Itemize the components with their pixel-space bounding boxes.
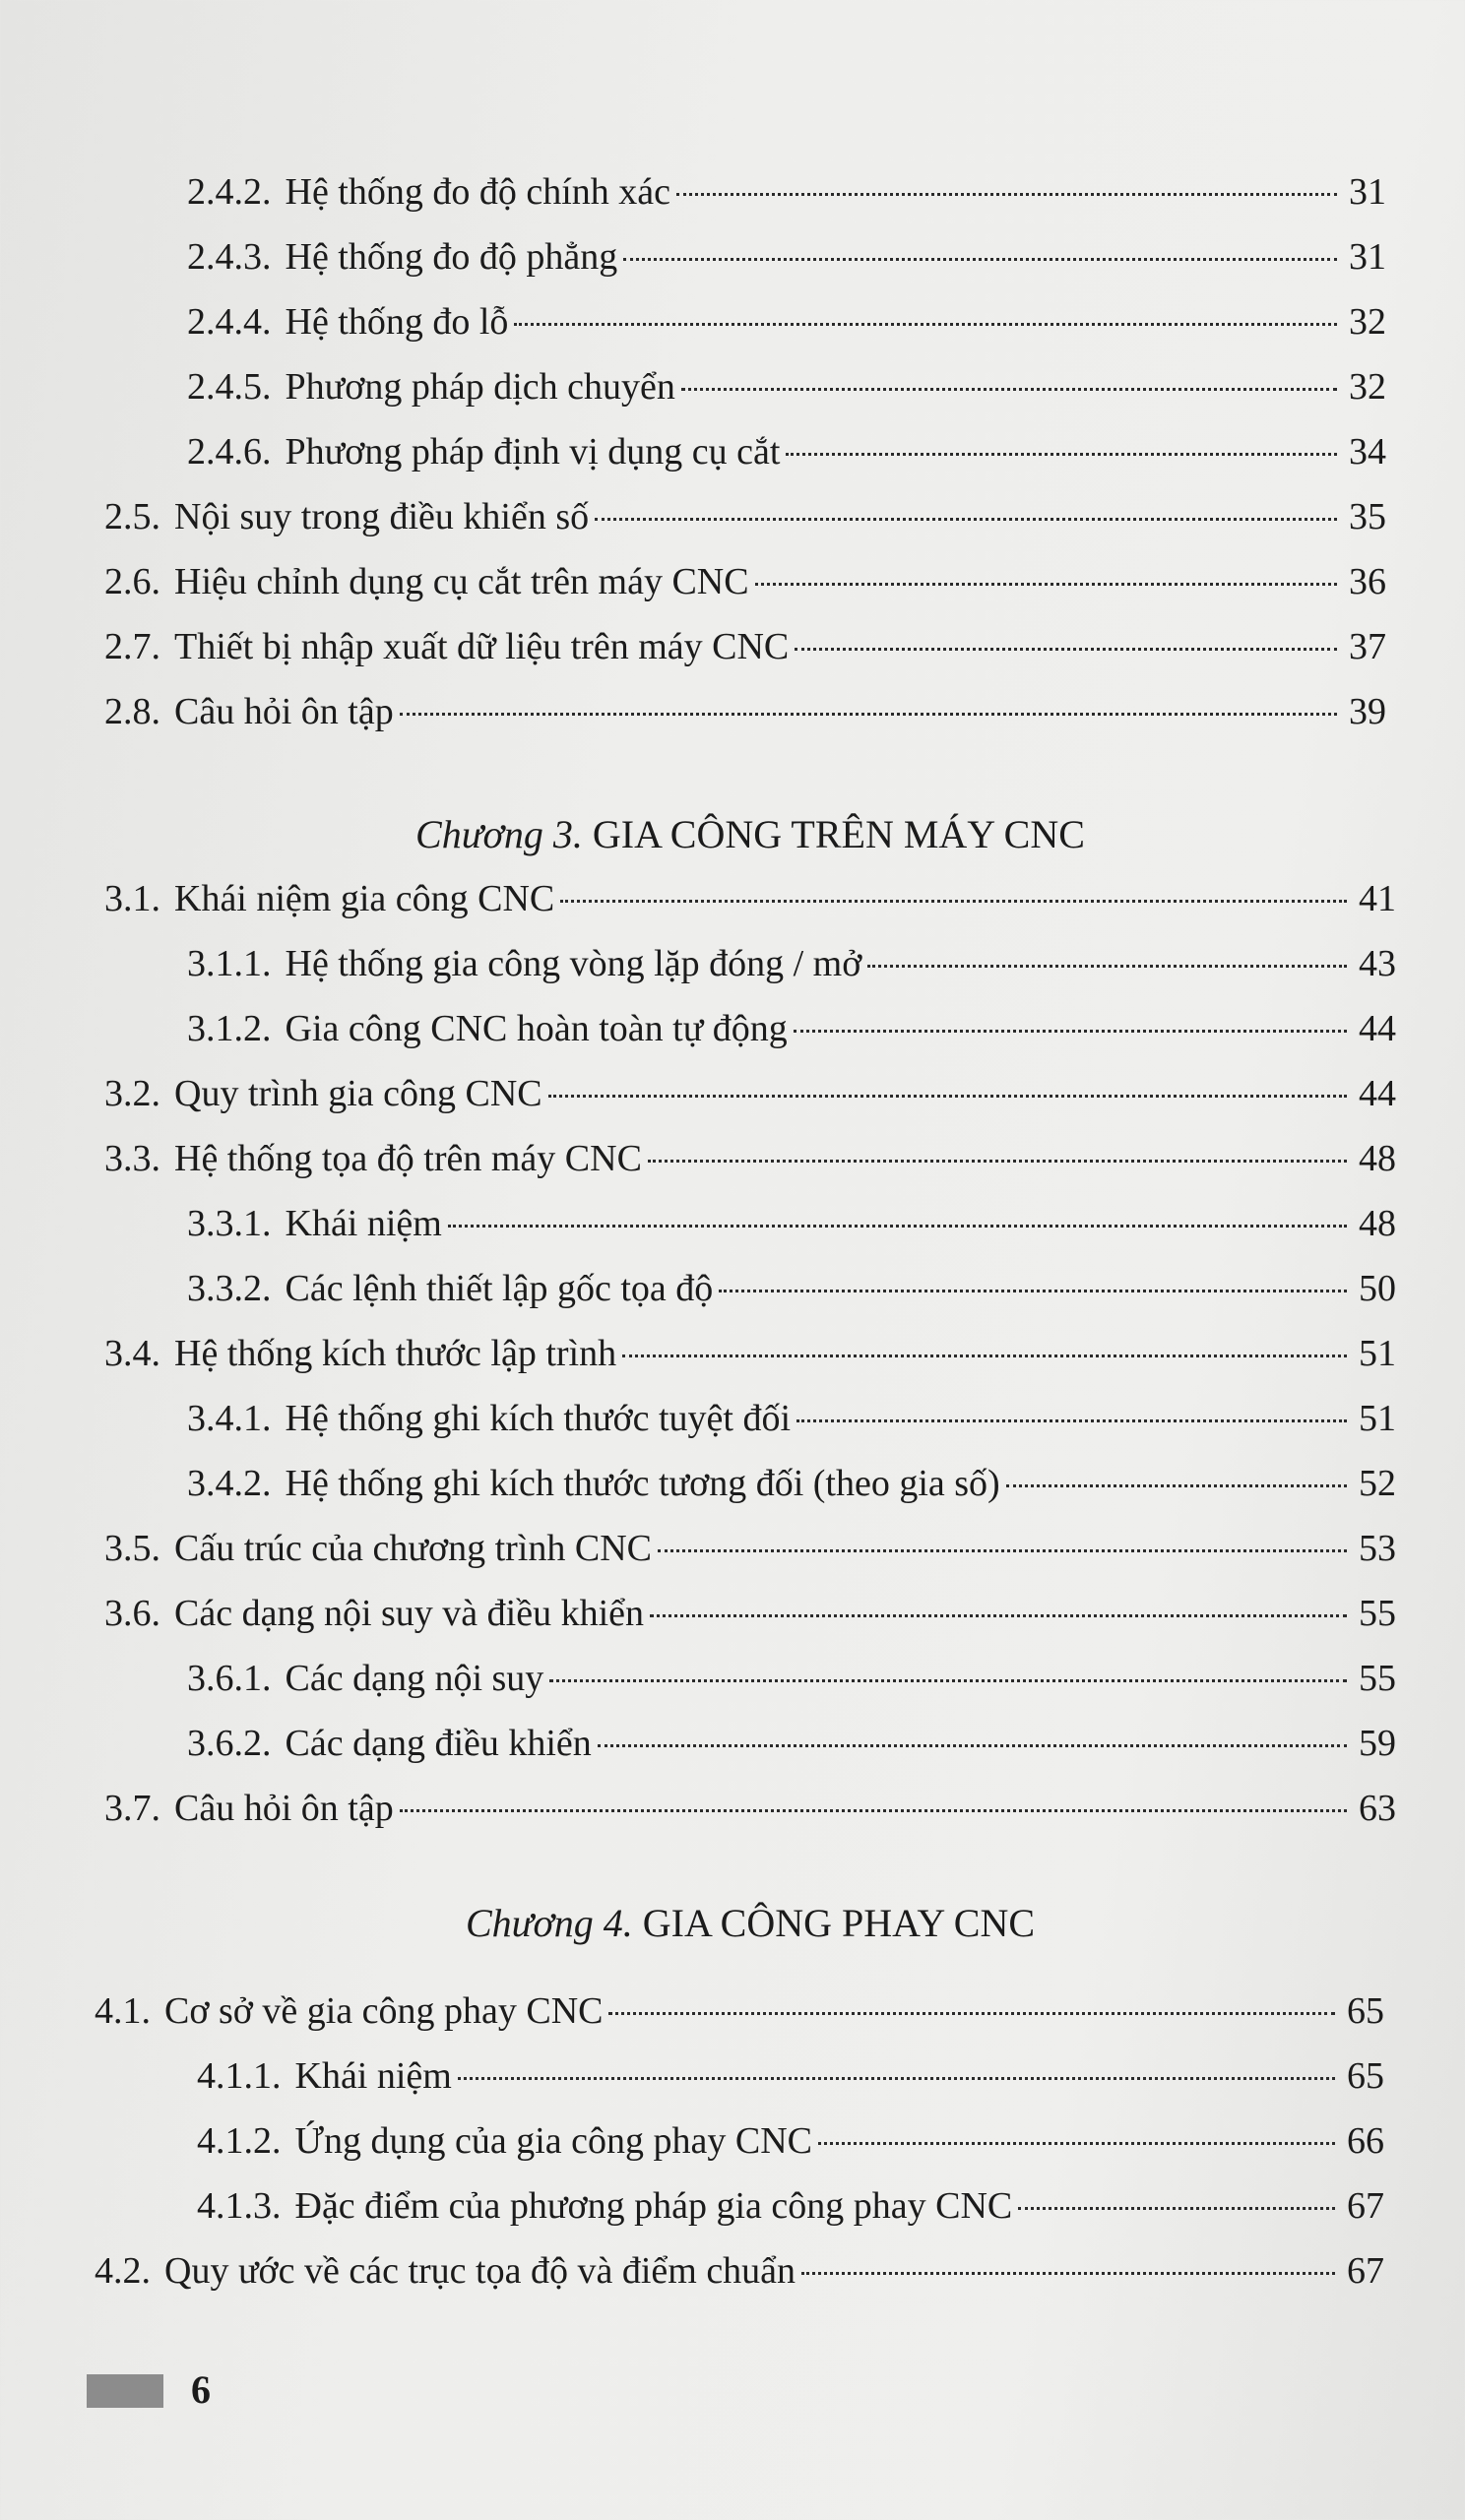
toc-entry-2-4-4: 2.4.4. Hệ thống đo lỗ 32	[187, 301, 1386, 343]
dot-leader	[794, 1030, 1347, 1033]
dot-leader	[560, 900, 1347, 903]
dot-leader	[458, 2077, 1335, 2080]
footer-bar	[87, 2374, 163, 2408]
toc-entry-3-4-1: 3.4.1. Hệ thống ghi kích thước tuyệt đối 51	[187, 1398, 1396, 1439]
toc-entry-3-1: 3.1. Khái niệm gia công CNC 41	[104, 878, 1396, 919]
dot-leader	[400, 1809, 1347, 1812]
chapter-label: Chương 3.	[415, 812, 583, 856]
dot-leader	[595, 518, 1337, 521]
dot-leader	[786, 453, 1337, 456]
toc-entry-3-2: 3.2. Quy trình gia công CNC 44	[104, 1073, 1396, 1114]
dot-leader	[648, 1160, 1347, 1163]
dot-leader	[658, 1549, 1347, 1552]
toc-entry-3-1-1: 3.1.1. Hệ thống gia công vòng lặp đóng / mở 43	[187, 943, 1396, 984]
toc-entry-3-5: 3.5. Cấu trúc của chương trình CNC 53	[104, 1528, 1396, 1569]
toc-entry-4-2: 4.2. Quy ước về các trục tọa độ và điểm chuẩn 67	[95, 2250, 1384, 2292]
toc-entry-3-1-2: 3.1.2. Gia công CNC hoàn toàn tự động 44	[187, 1008, 1396, 1049]
dot-leader	[676, 193, 1337, 196]
toc-entry-3-4-2: 3.4.2. Hệ thống ghi kích thước tương đối (theo gia số) 52	[187, 1463, 1396, 1504]
dot-leader	[795, 648, 1337, 651]
chapter-title: GIA CÔNG PHAY CNC	[642, 1901, 1036, 1945]
dot-leader	[400, 713, 1337, 716]
toc-entry-2-7: 2.7. Thiết bị nhập xuất dữ liệu trên máy CNC 37	[104, 626, 1386, 667]
toc-entry-3-3-1: 3.3.1. Khái niệm 48	[187, 1203, 1396, 1244]
chapter-label: Chương 4.	[465, 1901, 633, 1945]
dot-leader	[448, 1225, 1347, 1228]
dot-leader	[719, 1290, 1347, 1292]
toc-entry-3-7: 3.7. Câu hỏi ôn tập 63	[104, 1788, 1396, 1829]
toc-entry-4-1-3: 4.1.3. Đặc điểm của phương pháp gia công phay CNC 67	[197, 2185, 1384, 2227]
toc-entry-3-6-1: 3.6.1. Các dạng nội suy 55	[187, 1658, 1396, 1699]
page-number: 6	[191, 2367, 211, 2412]
dot-leader	[867, 965, 1347, 968]
toc-entry-2-5: 2.5. Nội suy trong điều khiển số 35	[104, 496, 1386, 537]
toc-entry-3-6-2: 3.6.2. Các dạng điều khiển 59	[187, 1723, 1396, 1764]
toc-entry-2-4-3: 2.4.3. Hệ thống đo độ phẳng 31	[187, 236, 1386, 278]
dot-leader	[1006, 1484, 1347, 1487]
dot-leader	[818, 2142, 1335, 2145]
dot-leader	[1018, 2207, 1335, 2210]
toc-entry-2-8: 2.8. Câu hỏi ôn tập 39	[104, 691, 1386, 732]
chapter-3-heading	[0, 809, 1465, 860]
toc-entry-2-4-2: 2.4.2. Hệ thống đo độ chính xác 31	[187, 171, 1386, 213]
dot-leader	[755, 583, 1337, 586]
toc-entry-4-1: 4.1. Cơ sở về gia công phay CNC 65	[95, 1990, 1384, 2032]
toc-entry-2-4-6: 2.4.6. Phương pháp định vị dụng cụ cắt 34	[187, 431, 1386, 472]
dot-leader	[548, 1095, 1347, 1098]
toc-entry-4-1-2: 4.1.2. Ứng dụng của gia công phay CNC 66	[197, 2120, 1384, 2162]
toc-entry-2-4-5: 2.4.5. Phương pháp dịch chuyển 32	[187, 366, 1386, 408]
toc-entry-4-1-1: 4.1.1. Khái niệm 65	[197, 2055, 1384, 2097]
toc-entry-3-3-2: 3.3.2. Các lệnh thiết lập gốc tọa độ 50	[187, 1268, 1396, 1309]
dot-leader	[622, 1354, 1347, 1357]
dot-leader	[549, 1679, 1347, 1682]
dot-leader	[681, 388, 1337, 391]
dot-leader	[623, 258, 1337, 261]
chapter-title: GIA CÔNG TRÊN MÁY CNC	[592, 812, 1085, 856]
dot-leader	[514, 323, 1337, 326]
toc-entry-3-6: 3.6. Các dạng nội suy và điều khiển 55	[104, 1593, 1396, 1634]
toc-entry-3-3: 3.3. Hệ thống tọa độ trên máy CNC 48	[104, 1138, 1396, 1179]
dot-leader	[650, 1614, 1347, 1617]
toc-entry-2-6: 2.6. Hiệu chỉnh dụng cụ cắt trên máy CNC 36	[104, 561, 1386, 602]
dot-leader	[801, 2272, 1335, 2275]
chapter-4-heading	[0, 1898, 1465, 1949]
dot-leader	[608, 2012, 1335, 2015]
dot-leader	[598, 1744, 1347, 1747]
toc-entry-3-4: 3.4. Hệ thống kích thước lập trình 51	[104, 1333, 1396, 1374]
dot-leader	[796, 1419, 1347, 1422]
